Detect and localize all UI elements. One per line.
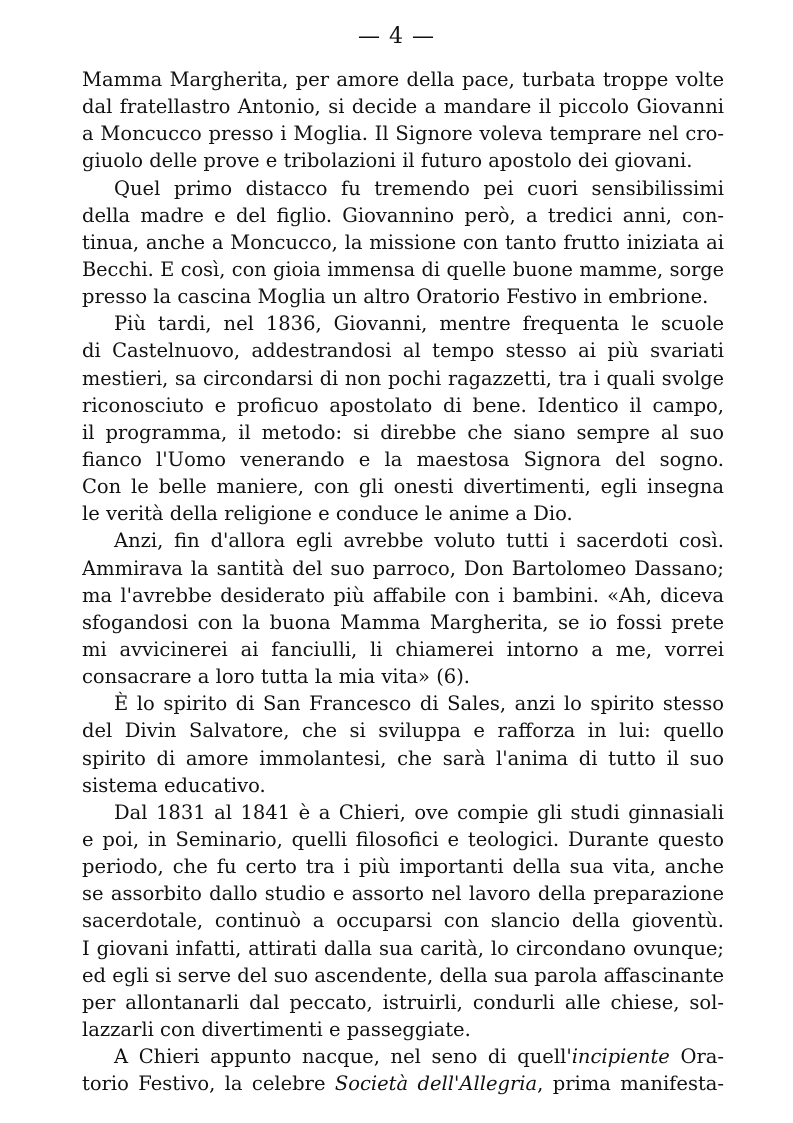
text-line: a Moncucco presso i Moglia. Il Signore voleva temprare nel cro- (82, 122, 724, 146)
text-line: sistema educativo. (82, 773, 266, 797)
text-line: giuolo delle prove e tribolazioni il futuro apostolo dei giovani. (82, 149, 693, 173)
page-number: — 4 — (358, 24, 435, 49)
italic-text-run: incipiente (571, 1045, 670, 1069)
text-line (82, 1070, 724, 1097)
text-line: presso la cascina Moglia un altro Oratorio Festivo in embrione. (82, 285, 709, 309)
text-run: A Chieri appunto nacque, nel seno di quell' (114, 1045, 572, 1069)
text-line: tinua, anche a Moncucco, la missione con tanto frutto iniziata ai (82, 230, 724, 254)
text-run: Ora- (669, 1045, 724, 1069)
text-line: consacrare a loro tutta la mia vita» (6). (82, 665, 471, 689)
text-run: torio Festivo, la celebre (82, 1072, 335, 1096)
italic-text-run: Società dell'Allegria (334, 1072, 538, 1096)
text-run: , prima manifesta- (537, 1072, 724, 1096)
text-line: fianco l'Uomo venerando e la maestosa Signora del sogno. (82, 447, 724, 471)
text-line: Quel primo distacco fu tremendo pei cuori sensibilissimi (114, 176, 724, 200)
text-line: le verità della religione e conduce le anime a Dio. (82, 502, 573, 526)
text-line: Ammirava la santità del suo parroco, Don Bartolomeo Dassano; (82, 556, 724, 580)
text-line: riconosciuto e proficuo apostolato di bene. Identico il campo, (82, 393, 724, 417)
text-line: della madre e del figlio. Giovannino però, a tredici anni, con- (82, 203, 724, 227)
text-line: lazzarli con divertimenti e passeggiate. (82, 1017, 471, 1041)
text-line: di Castelnuovo, addestrandosi al tempo stesso ai più svariati (82, 339, 724, 363)
text-line: Becchi. E così, con gioia immensa di quelle buone mamme, sorge (82, 257, 724, 281)
text-line: sacerdotale, continuò a occuparsi con slancio della gioventù. (82, 909, 724, 933)
text-line: Con le belle maniere, con gli onesti divertimenti, egli insegna (82, 475, 724, 499)
text-line: Più tardi, nel 1836, Giovanni, mentre frequenta le scuole (114, 312, 724, 336)
text-line: periodo, che fu certo tra i più importanti della sua vita, anche (82, 855, 724, 879)
text-line: se assorbito dallo studio e assorto nel lavoro della preparazione (82, 882, 724, 906)
text-line: per allontanarli dal peccato, istruirli, condurli alle chiese, sol- (82, 990, 724, 1014)
text-line: il programma, il metodo: si direbbe che siano sempre al suo (82, 420, 724, 444)
text-line: Anzi, fin d'allora egli avrebbe voluto tutti i sacerdoti così. (114, 529, 724, 553)
text-line (82, 1043, 724, 1070)
text-line: ma l'avrebbe desiderato più affabile con i bambini. «Ah, diceva (82, 583, 724, 607)
text-line: sfogandosi con la buona Mamma Margherita, se io fossi prete (82, 610, 724, 634)
text-line: Dal 1831 al 1841 è a Chieri, ove compie gli studi ginnasiali (114, 800, 724, 824)
text-line: e poi, in Seminario, quelli filosofici e teologici. Durante questo (82, 827, 724, 851)
text-line: dal fratellastro Antonio, si decide a mandare il piccolo Giovanni (82, 95, 724, 119)
text-line: del Divin Salvatore, che si sviluppa e rafforza in lui: quello (82, 719, 724, 743)
body-text (82, 66, 724, 1097)
text-line: spirito di amore immolantesi, che sarà l'anima di tutto il suo (82, 746, 724, 770)
text-line: Mamma Margherita, per amore della pace, turbata troppe volte (82, 68, 724, 91)
text-line: È lo spirito di San Francesco di Sales, anzi lo spirito stesso (114, 692, 724, 716)
text-line: ed egli si serve del suo ascendente, della sua parola affascinante (82, 963, 724, 987)
text-line: mestieri, sa circondarsi di non pochi ragazzetti, tra i quali svolge (82, 366, 724, 390)
text-line: I giovani infatti, attirati dalla sua carità, lo circondano ovunque; (82, 936, 724, 960)
text-line: mi avvicinerei ai fanciulli, li chiamerei intorno a me, vorrei (82, 637, 724, 661)
